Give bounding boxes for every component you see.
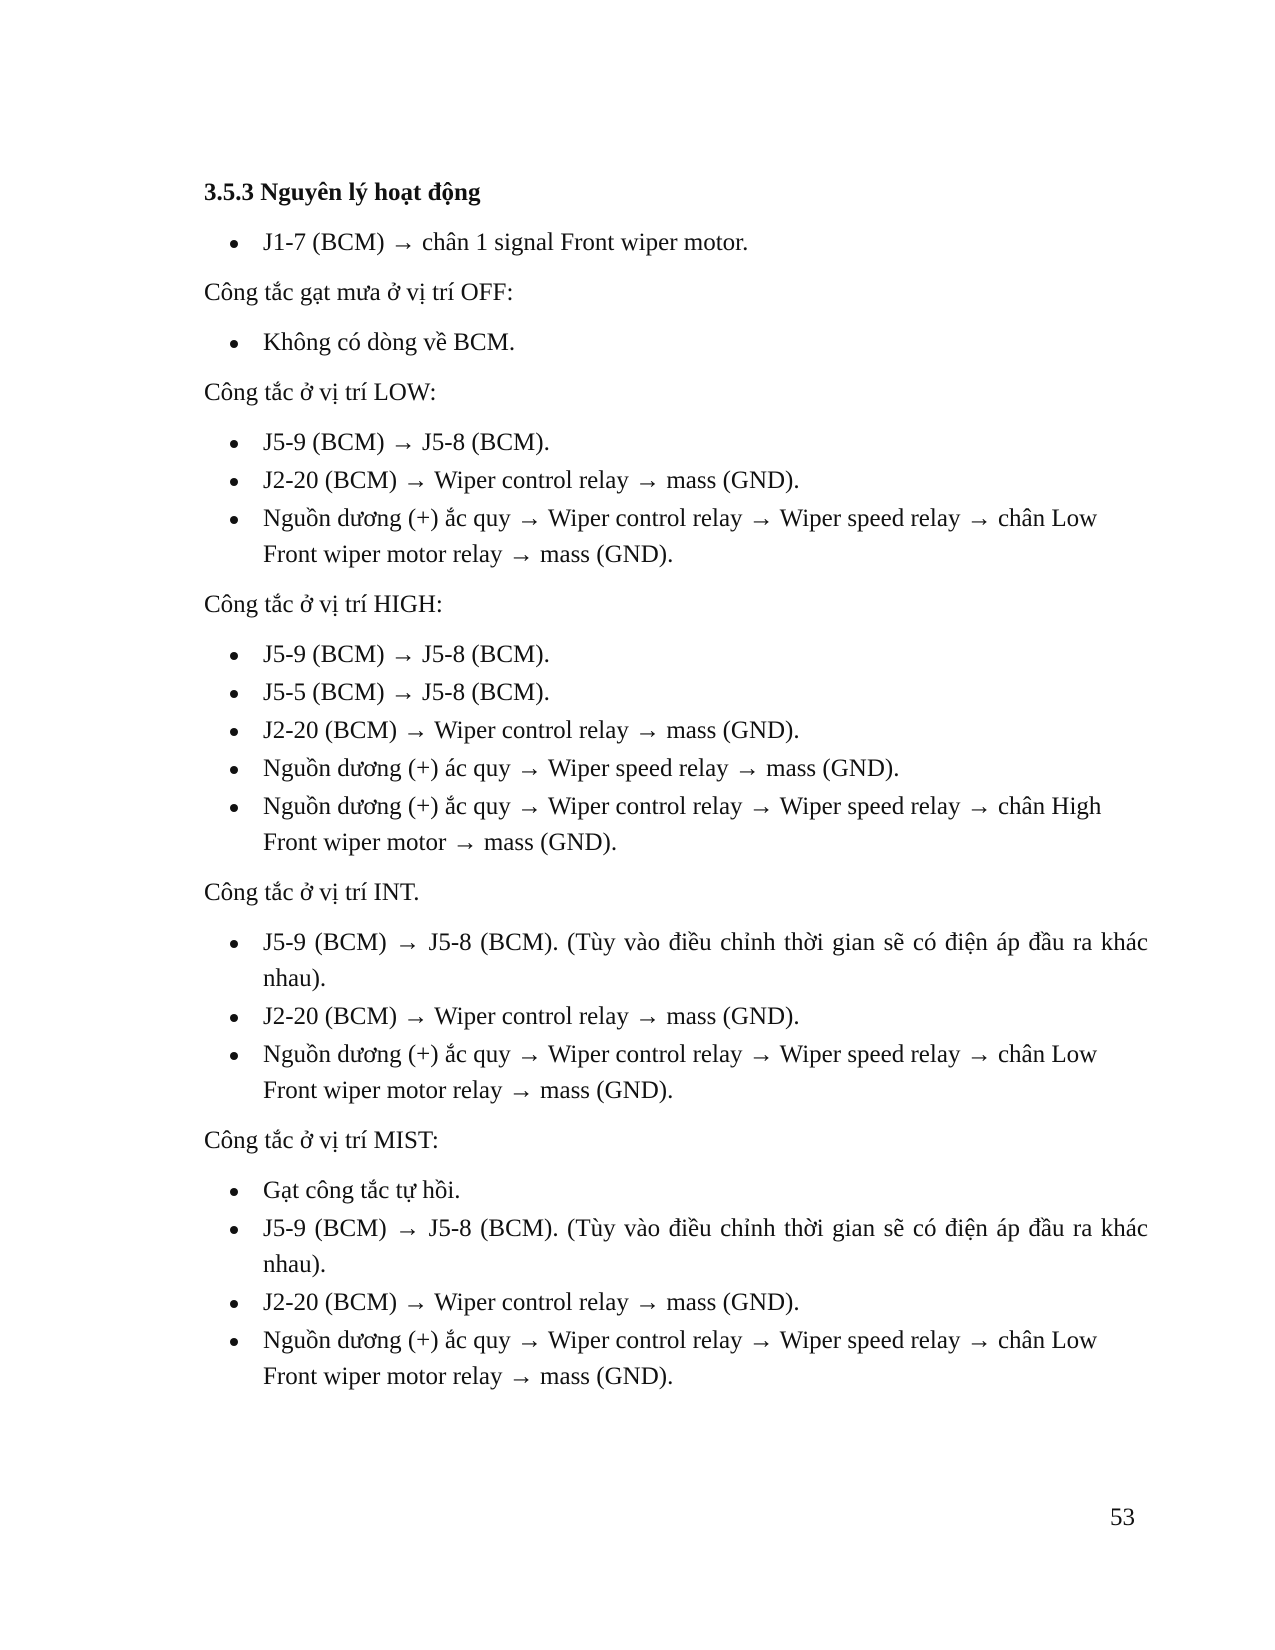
bullet-icon (230, 690, 238, 698)
bullet-icon (230, 804, 238, 812)
bullet-text: Nguồn dương (+) ắc quy → Wiper control relay → Wiper speed relay → chân Low Front wiper motor relay → mass (GND). (263, 1327, 1098, 1390)
bullet-icon (230, 1338, 238, 1346)
bullet-item (204, 1323, 1148, 1395)
bullet-item (204, 637, 1148, 673)
bullet-icon (230, 1188, 238, 1196)
page-content (204, 175, 1148, 1409)
bullet-icon (230, 766, 238, 774)
bullet-text: J5-9 (BCM) → J5-8 (BCM). (263, 429, 550, 456)
bullet-icon (230, 1226, 238, 1234)
bullet-item (204, 1211, 1148, 1283)
bullet-text: J5-9 (BCM) → J5-8 (BCM). (Tùy vào điều chỉnh thời gian sẽ có điện áp đầu ra khác nhau). (263, 929, 1148, 992)
bullet-text: J5-5 (BCM) → J5-8 (BCM). (263, 679, 550, 706)
section-label-off: Công tắc gạt mưa ở vị trí OFF: (204, 279, 514, 306)
section-label-mist: Công tắc ở vị trí MIST: (204, 1127, 439, 1154)
bullet-item (204, 463, 1148, 499)
bullet-item (204, 751, 1148, 787)
bullet-item (204, 501, 1148, 573)
bullet-list-off (204, 325, 1148, 361)
bullet-icon (230, 340, 238, 348)
bullet-item (204, 789, 1148, 861)
bullet-icon (230, 652, 238, 660)
bullet-list-int (204, 925, 1148, 1109)
bullet-text: J2-20 (BCM) → Wiper control relay → mass (GND). (263, 1003, 800, 1030)
bullet-item (204, 325, 1148, 361)
bullet-icon (230, 728, 238, 736)
bullet-icon (230, 516, 238, 524)
bullet-text: J1-7 (BCM) → chân 1 signal Front wiper motor. (263, 229, 749, 256)
bullet-icon (230, 240, 238, 248)
bullet-item (204, 713, 1148, 749)
bullet-item (204, 1173, 1148, 1209)
bullet-icon (230, 478, 238, 486)
bullet-list-high (204, 637, 1148, 861)
bullet-text: J5-9 (BCM) → J5-8 (BCM). (263, 641, 550, 668)
bullet-text: J2-20 (BCM) → Wiper control relay → mass (GND). (263, 717, 800, 744)
bullet-list-low (204, 425, 1148, 573)
bullet-text: Nguồn dương (+) ác quy → Wiper speed relay → mass (GND). (263, 755, 900, 782)
bullet-icon (230, 1052, 238, 1060)
bullet-text: Nguồn dương (+) ắc quy → Wiper control relay → Wiper speed relay → chân High Front wiper motor → mass (GND). (263, 793, 1102, 856)
section-label-high: Công tắc ở vị trí HIGH: (204, 591, 443, 618)
bullet-icon (230, 1300, 238, 1308)
page-number: 53 (1110, 1504, 1135, 1531)
bullet-item (204, 925, 1148, 997)
bullet-icon (230, 440, 238, 448)
section-heading: 3.5.3 Nguyên lý hoạt động (204, 179, 481, 206)
bullet-item (204, 999, 1148, 1035)
bullet-text: Nguồn dương (+) ắc quy → Wiper control relay → Wiper speed relay → chân Low Front wiper motor relay → mass (GND). (263, 1041, 1098, 1104)
section-label-low: Công tắc ở vị trí LOW: (204, 379, 437, 406)
bullet-item (204, 1285, 1148, 1321)
bullet-item (204, 225, 1148, 261)
bullet-list-mist (204, 1173, 1148, 1395)
intro-bullet-list (204, 225, 1148, 261)
bullet-text: Gạt công tắc tự hồi. (263, 1177, 461, 1204)
bullet-text: J5-9 (BCM) → J5-8 (BCM). (Tùy vào điều chỉnh thời gian sẽ có điện áp đầu ra khác nhau). (263, 1215, 1148, 1278)
bullet-text: J2-20 (BCM) → Wiper control relay → mass (GND). (263, 467, 800, 494)
section-label-int: Công tắc ở vị trí INT. (204, 879, 420, 906)
bullet-text: Nguồn dương (+) ắc quy → Wiper control relay → Wiper speed relay → chân Low Front wiper motor relay → mass (GND). (263, 505, 1098, 568)
bullet-icon (230, 1014, 238, 1022)
bullet-text: Không có dòng về BCM. (263, 329, 516, 356)
bullet-item (204, 1037, 1148, 1109)
bullet-item (204, 425, 1148, 461)
bullet-text: J2-20 (BCM) → Wiper control relay → mass (GND). (263, 1289, 800, 1316)
bullet-item (204, 675, 1148, 711)
bullet-icon (230, 940, 238, 948)
